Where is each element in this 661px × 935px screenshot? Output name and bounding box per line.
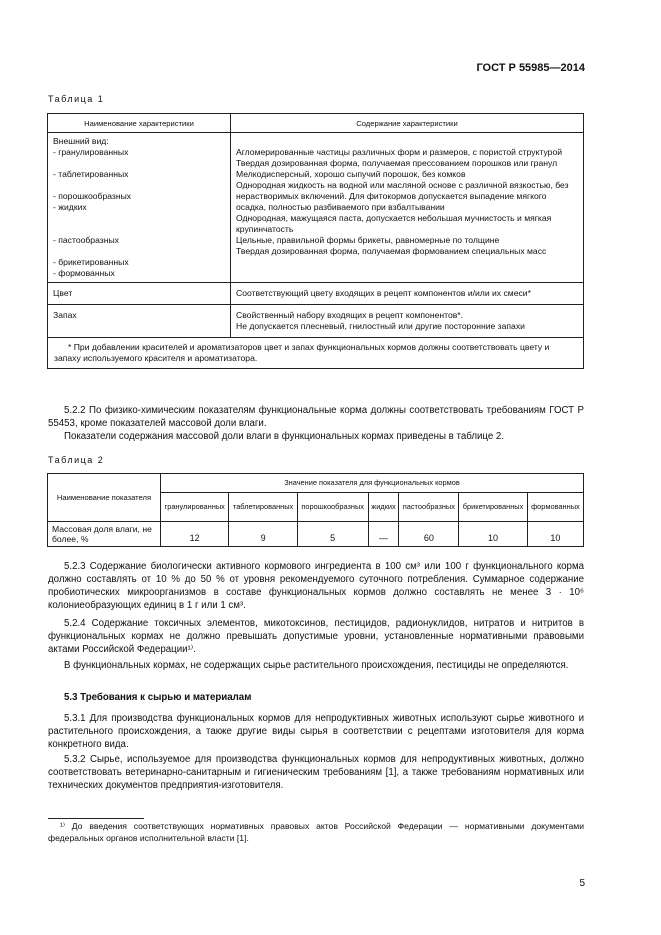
table1-row-smell xyxy=(48,305,584,338)
appearance-name: - брикетированных xyxy=(53,257,129,267)
footnote: ¹⁾ До введения соответствующих нормативных правовых актов Российской Федерации — нормативными документами федеральных органов исполнительной власти [1]. xyxy=(48,821,584,843)
smell-desc xyxy=(231,305,584,338)
appearance-desc: Однородная жидкость на водной или масляной основе с различной вязкостью, без нерастворимых включений. Для фитокормов допускается выпадение мягкого осадка, полностью разбиваемого при взбалтывании xyxy=(236,180,569,212)
table2-col: жидких xyxy=(368,493,399,522)
table1-col-name: Наименование характеристики xyxy=(48,114,231,133)
appearance-name: - жидких xyxy=(53,202,87,212)
table2-col: пастообразных xyxy=(399,493,459,522)
paragraph-5-2-2: 5.2.2 По физико-химическим показателям функциональные корма должны соответствовать требованиям ГОСТ Р 55453, кроме показателей массовой доли влаги. xyxy=(48,405,584,429)
table1-col-content: Содержание характеристики xyxy=(231,114,584,133)
table2-col: таблетированных xyxy=(229,493,297,522)
appearance-desc: Однородная, мажущаяся паста, допускается небольшая мучнистость и мягкая крупинчатость xyxy=(236,213,552,234)
table1-note-row xyxy=(48,338,584,369)
table1-row-appearance xyxy=(48,133,584,283)
table2-group-row xyxy=(48,474,584,493)
appearance-name: - гранулированных xyxy=(53,147,129,157)
table2-caption: Таблица 2 xyxy=(48,455,105,465)
footnote-separator xyxy=(48,818,144,819)
table1-caption: Таблица 1 xyxy=(48,94,105,104)
table2-rowhead: Наименование показателя xyxy=(48,474,161,522)
table2-grouphead: Значение показателя для функциональных кормов xyxy=(161,474,584,493)
table1-note: * При добавлении красителей и ароматизаторов цвет и запах функциональных кормов должны соответствовать цвету и запаху используемого красителя и ароматизатора. xyxy=(48,338,584,369)
appearance-names xyxy=(48,133,231,283)
paragraph-5-3-1: 5.3.1 Для производства функциональных кормов для непродуктивных животных используют сырье животного и растительного происхождения, а также другие виды сырья в соответствии с рецептами изготовителя для корма конкретного вида. xyxy=(48,713,584,750)
section-5-3-heading: 5.3 Требования к сырью и материалам xyxy=(64,692,252,703)
standard-number: ГОСТ Р 55985—2014 xyxy=(476,62,585,74)
table-2 xyxy=(47,473,584,547)
appearance-name: - пастообразных xyxy=(53,235,119,245)
appearance-desc: Агломерированные частицы различных форм и размеров, с пористой структурой xyxy=(236,147,563,157)
smell-desc-line1: Свойственный набору входящих в рецепт компонентов*. xyxy=(236,310,464,320)
table2-value: 9 xyxy=(229,522,297,547)
appearance-desc: Цельные, правильной формы брикеты, равномерные по толщине xyxy=(236,235,500,245)
table-1 xyxy=(47,113,584,369)
table2-col: порошкообразных xyxy=(297,493,368,522)
table2-col: формованных xyxy=(527,493,583,522)
table1-row-color xyxy=(48,283,584,305)
color-desc: Соответствующий цвету входящих в рецепт компонентов и/или их смеси* xyxy=(231,283,584,305)
table2-value: 5 xyxy=(297,522,368,547)
table2-data-row xyxy=(48,522,584,547)
color-name: Цвет xyxy=(48,283,231,305)
paragraph-5-3-2: 5.3.2 Сырье, используемое для производства функциональных кормов для непродуктивных животных, должно соответствовать ветеринарно-санитарным и гигиеническим требованиям [1], а также требованиям нормативных или технических документов предприятия-изготовителя. xyxy=(48,754,584,791)
table2-col: брикетированных xyxy=(459,493,528,522)
paragraph-5-2-2-b: Показатели содержания массовой доли влаги в функциональных кормах приведены в таблице 2. xyxy=(64,431,505,442)
table2-value: — xyxy=(368,522,399,547)
appearance-desc: Твердая дозированная форма, получаемая формованием специальных масс xyxy=(236,246,547,256)
paragraph-5-2-4-b: В функциональных кормах, не содержащих сырье растительного происхождения, пестициды не определяются. xyxy=(64,660,569,671)
table2-value: 60 xyxy=(399,522,459,547)
table2-col: гранулированных xyxy=(161,493,229,522)
appearance-label: Внешний вид: xyxy=(53,136,109,146)
appearance-name: - порошкообразных xyxy=(53,191,132,201)
table2-value: 12 xyxy=(161,522,229,547)
appearance-name: - формованных xyxy=(53,268,115,278)
table2-value: 10 xyxy=(459,522,528,547)
paragraph-5-2-4: 5.2.4 Содержание токсичных элементов, микотоксинов, пестицидов, радионуклидов, нитратов и нитритов в функциональных кормах не должно превышать допустимые уровни, установленные нормативными правовыми актами Российской Федерации¹⁾. xyxy=(48,618,584,655)
appearance-descriptions xyxy=(231,133,584,283)
appearance-desc: Твердая дозированная форма, получаемая прессованием порошков или гранул xyxy=(236,158,558,168)
appearance-desc: Мелкодисперсный, хорошо сыпучий порошок, без комков xyxy=(236,169,466,179)
paragraph-5-2-3: 5.2.3 Содержание биологически активного кормового ингредиента в 100 см³ или 100 г функционального корма должно составлять от 10 % до 50 % от уровня рекомендуемого суточного потребления. Суммарное содержание пробиотических микроорганизмов в составе функциональных кормов должно составлять не менее 3 · 10⁶ колониеобразующих единиц в 1 г или 1 см³. xyxy=(48,561,584,611)
appearance-name: - таблетированных xyxy=(53,169,129,179)
page-number: 5 xyxy=(579,878,585,889)
table2-row-label: Массовая доля влаги, не более, % xyxy=(48,522,161,547)
smell-desc-line2: Не допускается плесневый, гнилостный или другие посторонние запахи xyxy=(236,321,525,331)
table1-header-row xyxy=(48,114,584,133)
table2-value: 10 xyxy=(527,522,583,547)
smell-name: Запах xyxy=(48,305,231,338)
